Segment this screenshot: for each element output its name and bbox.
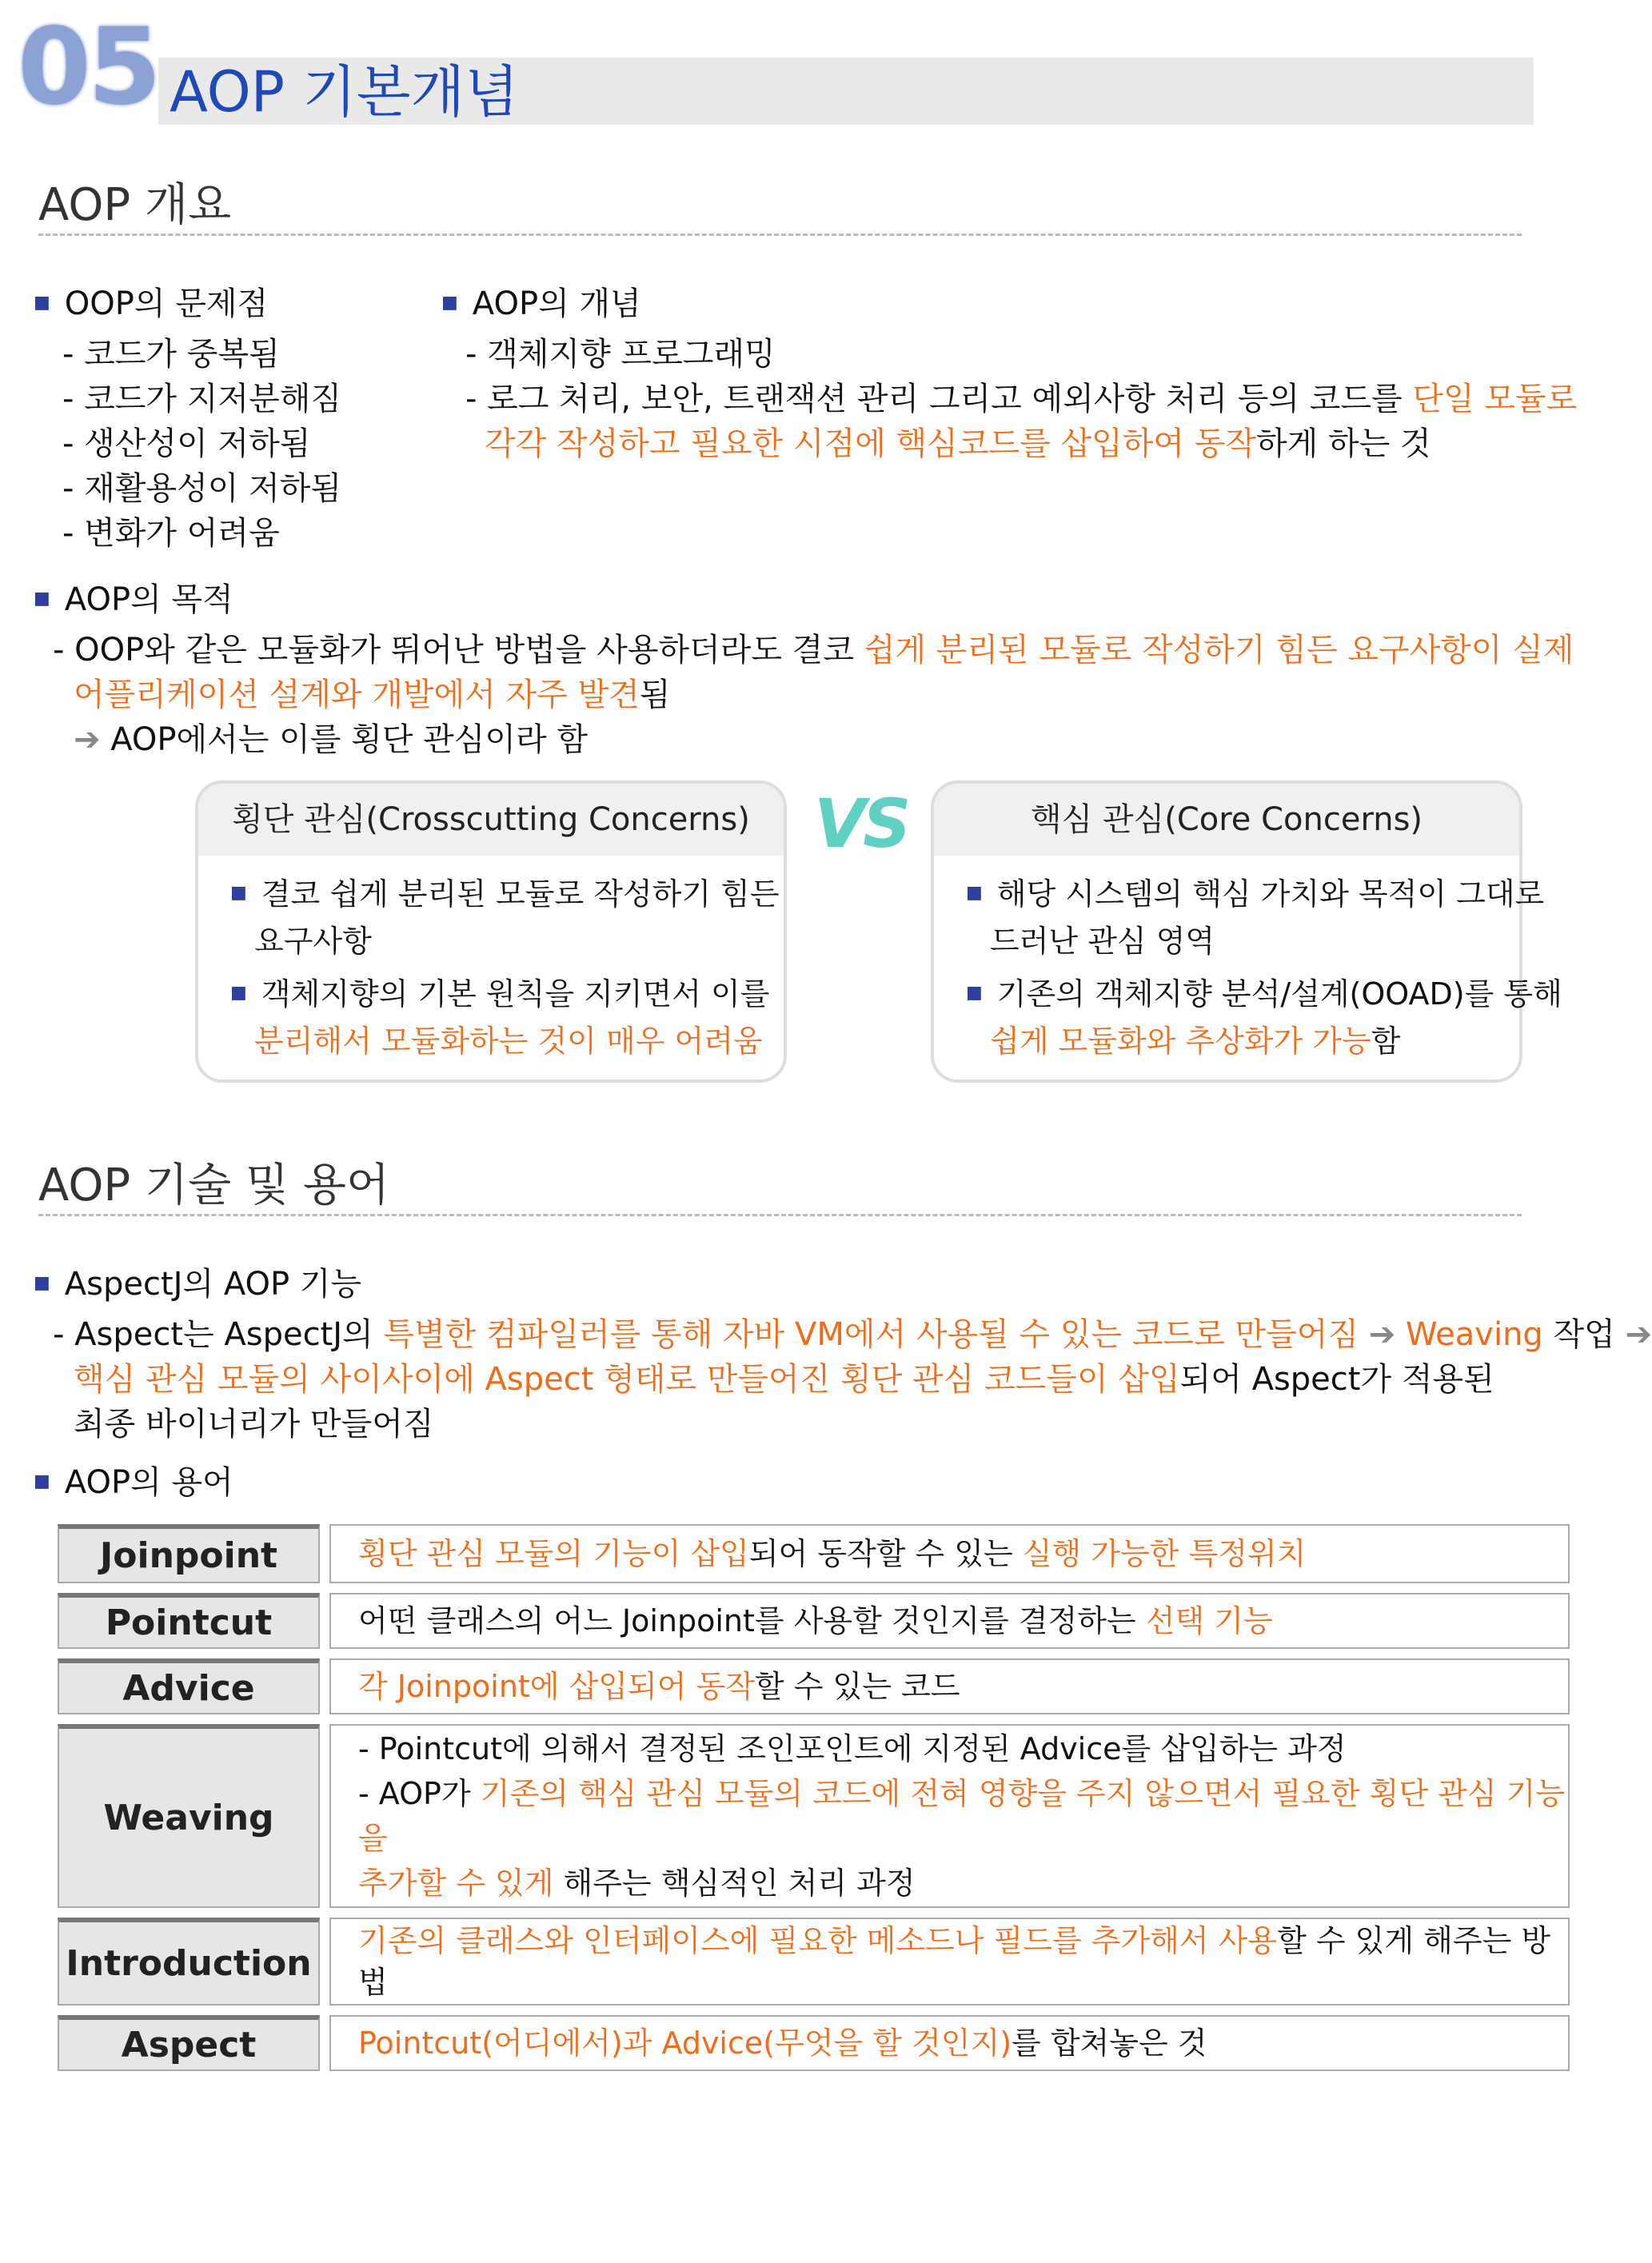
term-description <box>329 1658 1570 1714</box>
text-span: 함 <box>1371 1024 1401 1059</box>
highlight-text: 기존의 핵심 관심 모듈의 코드에 전혀 영향을 주지 않으면서 필요한 횡단 관심 기능을 <box>358 1776 1566 1856</box>
table-row <box>58 2015 1570 2071</box>
text-span: - OOP와 같은 모듈화가 뛰어난 방법을 사용하더라도 결코 <box>53 632 864 669</box>
term-description <box>329 1593 1570 1649</box>
text-span: 객체지향의 기본 원칙을 지키면서 이를 <box>261 976 770 1012</box>
vs-label: VS <box>814 784 908 863</box>
text-span: 해당 시스템의 핵심 가치와 목적이 그대로 <box>996 876 1545 912</box>
aspectj-line <box>34 1312 1652 1357</box>
list-item-continued <box>441 421 1577 466</box>
text-span: 작업 <box>1542 1316 1626 1353</box>
purpose-line <box>34 628 1574 673</box>
section-divider <box>38 233 1522 236</box>
table-row <box>58 1724 1570 1908</box>
text-span: 요구사항 <box>254 924 372 959</box>
text-span: 결코 쉽게 분리된 모듈로 작성하기 힘든 <box>261 876 780 912</box>
term-description <box>329 1724 1570 1908</box>
list-item: - 변화가 어려움 <box>62 515 280 552</box>
highlight-text: 추가할 수 있게 <box>358 1866 554 1901</box>
highlight-text: 각 Joinpoint에 삽입되어 동작 <box>358 1669 755 1704</box>
arrow-right-icon: ➔ <box>74 721 101 758</box>
text-span: - AOP가 <box>358 1776 481 1811</box>
bullet-icon: ■ <box>34 293 50 313</box>
term-name: Pointcut <box>58 1593 320 1649</box>
purpose-line <box>34 673 1574 717</box>
highlight-text: 쉽게 분리된 모듈로 작성하기 힘든 요구사항이 실제 <box>864 632 1574 669</box>
table-row <box>58 1658 1570 1714</box>
highlight-text: Pointcut(어디에서)과 Advice(무엇을 할 것인지) <box>358 2026 1012 2061</box>
section-divider <box>38 1214 1522 1216</box>
highlight-text: 선택 기능 <box>1145 1603 1273 1638</box>
text-span: AOP에서는 이를 횡단 관심이라 함 <box>110 721 589 758</box>
term-name: Aspect <box>58 2015 320 2071</box>
section-heading-overview: AOP 개요 <box>38 179 232 231</box>
aop-purpose-title: AOP의 목적 <box>64 581 233 618</box>
highlight-text: 분리해서 모듈화하는 것이 매우 어려움 <box>254 1024 763 1059</box>
list-item: - 재활용성이 저하됨 <box>62 470 341 507</box>
box-title: 횡단 관심(Crosscutting Concerns) <box>198 784 784 856</box>
list-item: - 코드가 지저분해짐 <box>62 381 341 417</box>
bullet-icon: ■ <box>966 983 983 1003</box>
terms-table <box>58 1515 1570 2081</box>
text-span: AOP의 용어 <box>64 1464 233 1501</box>
aspectj-feature <box>34 1262 1652 1447</box>
terms-title <box>34 1460 233 1511</box>
highlight-text: 실행 가능한 특정위치 <box>1022 1536 1307 1571</box>
bullet-icon: ■ <box>34 589 50 609</box>
page-title: AOP 기본개념 <box>170 59 519 125</box>
oop-problems <box>34 281 341 556</box>
highlight-text: 각각 작성하고 필요한 시점에 핵심코드를 삽입하여 동작 <box>485 425 1257 462</box>
bullet-icon: ■ <box>966 883 983 903</box>
highlight-text: 핵심 관심 모듈의 사이사이에 Aspect 형태로 만들어진 횡단 관심 코드들이 삽입 <box>74 1361 1180 1398</box>
text-span: - Pointcut에 의해서 결정된 조인포인트에 지정된 Advice를 삽입하는 과정 <box>358 1731 1347 1766</box>
bullet-icon: ■ <box>230 983 247 1003</box>
aop-purpose <box>34 577 1574 762</box>
section-number: 05 <box>18 6 158 129</box>
highlight-text: Weaving <box>1405 1316 1543 1353</box>
list-item: - 코드가 중복됨 <box>62 336 280 373</box>
text-span: 되어 Aspect가 적용된 <box>1179 1361 1494 1398</box>
highlight-text: 횡단 관심 모듈의 기능이 삽입 <box>358 1536 749 1571</box>
text-span: 를 합쳐놓은 것 <box>1012 2026 1207 2061</box>
term-description <box>329 1524 1570 1583</box>
text-span: 해주는 핵심적인 처리 과정 <box>553 1866 916 1901</box>
aspectj-title: AspectJ의 AOP 기능 <box>64 1266 362 1303</box>
highlight-text: 어플리케이션 설계와 개발에서 자주 발견 <box>74 677 640 713</box>
term-description <box>329 2015 1570 2071</box>
section-heading-terms: AOP 기술 및 용어 <box>38 1159 390 1211</box>
text-span: 됨 <box>639 677 671 713</box>
term-name: Joinpoint <box>58 1524 320 1583</box>
highlight-text: 단일 모듈로 <box>1412 381 1578 417</box>
purpose-line <box>34 717 1574 762</box>
crosscutting-concerns-box <box>195 780 787 1083</box>
list-item: - 생산성이 저하됨 <box>62 425 311 462</box>
text-span: - Aspect는 AspectJ의 <box>53 1316 384 1353</box>
bullet-icon: ■ <box>34 1471 50 1491</box>
term-name: Weaving <box>58 1724 320 1908</box>
aspectj-line <box>34 1357 1652 1402</box>
term-name: Introduction <box>58 1918 320 2006</box>
text-span: 되어 동작할 수 있는 <box>748 1536 1023 1571</box>
list-item: - 객체지향 프로그래밍 <box>465 336 776 373</box>
text-span: 기존의 객체지향 분석/설계(OOAD)를 통해 <box>996 976 1562 1012</box>
table-row <box>58 1524 1570 1583</box>
table-row <box>58 1593 1570 1649</box>
term-description <box>329 1918 1570 2006</box>
arrow-right-icon: ➔ <box>1359 1316 1406 1353</box>
table-row <box>58 1918 1570 2006</box>
term-name: Advice <box>58 1658 320 1714</box>
bullet-icon: ■ <box>230 883 247 903</box>
core-concerns-box <box>931 780 1562 1083</box>
text-span: 할 수 있게 해주는 방법 <box>358 1923 1551 2000</box>
bullet-icon: ■ <box>441 293 458 313</box>
text-span: 드러난 관심 영역 <box>990 924 1215 959</box>
aop-concept <box>441 281 1577 466</box>
highlight-text: 기존의 클래스와 인터페이스에 필요한 메소드나 필드를 추가해서 사용 <box>358 1923 1278 1958</box>
bullet-icon: ■ <box>34 1273 50 1293</box>
box-title: 핵심 관심(Core Concerns) <box>934 784 1519 856</box>
text-span: - 로그 처리, 보안, 트랜잭션 관리 그리고 예외사항 처리 등의 코드를 <box>465 381 1413 417</box>
highlight-text: 쉽게 모듈화와 추상화가 가능 <box>990 1024 1371 1059</box>
arrow-right-icon: ➔ <box>1625 1316 1652 1353</box>
highlight-text: 특별한 컴파일러를 통해 자바 VM에서 사용될 수 있는 코드로 만들어짐 <box>383 1316 1359 1353</box>
aspectj-line: 최종 바이너리가 만들어짐 <box>74 1406 434 1443</box>
list-item <box>441 377 1577 421</box>
oop-problems-title: OOP의 문제점 <box>64 285 269 322</box>
text-span: 어떤 클래스의 어느 Joinpoint를 사용할 것인지를 결정하는 <box>358 1603 1146 1638</box>
aop-concept-title: AOP의 개념 <box>472 285 641 322</box>
text-span: 하게 하는 것 <box>1256 425 1431 462</box>
text-span: 할 수 있는 코드 <box>754 1669 960 1704</box>
